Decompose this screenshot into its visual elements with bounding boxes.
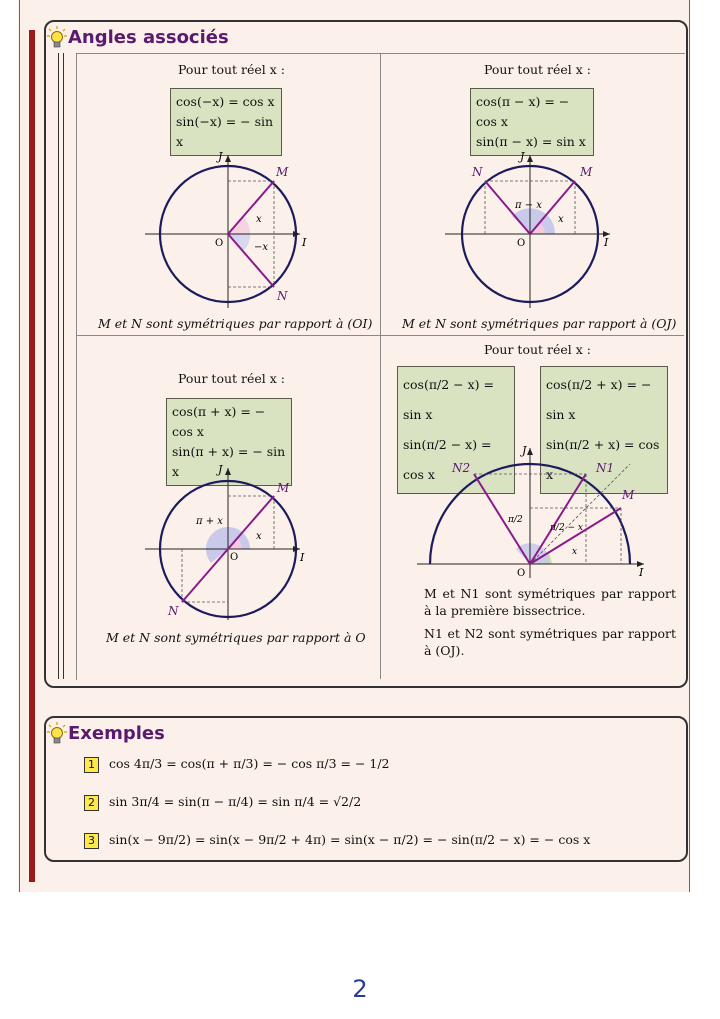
cell4-label-J: J bbox=[522, 444, 527, 457]
cell3-label-pi-plus-x: π + x bbox=[196, 516, 223, 527]
cell3-label-N: N bbox=[168, 604, 179, 618]
cell2-label-pi-minus-x: π − x bbox=[515, 200, 542, 211]
cell3-formula-cos: cos(π + x) = − cos x bbox=[172, 404, 266, 439]
cell3-label-M: M bbox=[277, 481, 290, 495]
cell2-caption: M et N sont symétriques par rapport à (OJ) bbox=[402, 316, 677, 331]
cell4-label-pi-half-minus-x: π/2 − x bbox=[550, 523, 584, 533]
cell3-label-I: I bbox=[300, 551, 305, 564]
cell4-label-M: M bbox=[622, 488, 635, 502]
cell4-label-N2: N2 bbox=[452, 461, 471, 475]
cell1-label-N: N bbox=[277, 289, 288, 303]
cell4-intro: Pour tout réel x : bbox=[484, 342, 592, 357]
example-text: sin(x − 9π/2) = sin(x − 9π/2 + 4π) = sin(x − π/2) = − sin(π/2 − x) = − cos x bbox=[108, 832, 591, 847]
cell4-formula-cos-a: cos(π/2 − x) = sin x bbox=[403, 377, 494, 422]
section-title-exemples: Exemples bbox=[68, 723, 165, 744]
cell1-label-x: x bbox=[256, 214, 262, 225]
cell3-label-J: J bbox=[218, 463, 223, 476]
page-left-border bbox=[19, 0, 20, 892]
page-right-border bbox=[689, 0, 690, 892]
cell1-label-M: M bbox=[276, 165, 289, 179]
cell3-trig-circle bbox=[140, 460, 325, 625]
cell2-label-I: I bbox=[604, 236, 609, 249]
page-number: 2 bbox=[352, 975, 368, 1003]
cell3-formula-sin: sin(π + x) = − sin x bbox=[172, 444, 286, 479]
lightbulb-icon bbox=[46, 721, 68, 747]
cell4-label-I: I bbox=[639, 566, 644, 579]
example-row bbox=[84, 794, 361, 811]
cell1-label-O: O bbox=[215, 238, 224, 249]
cell4-formula-sin-b: sin(π/2 + x) = cos x bbox=[546, 437, 660, 482]
example-number: 3 bbox=[84, 833, 99, 849]
cell3-caption: M et N sont symétriques par rapport à O bbox=[106, 630, 366, 645]
cell2-label-O: O bbox=[517, 238, 526, 249]
cell1-label-minus-x: −x bbox=[254, 242, 269, 253]
inner-rule bbox=[63, 53, 64, 679]
cell4-caption-2: N1 et N2 sont symétriques par rapport à (OJ). bbox=[424, 626, 676, 658]
example-number: 2 bbox=[84, 795, 99, 811]
grid-divider-horizontal bbox=[76, 335, 684, 336]
cell4-label-x: x bbox=[572, 547, 578, 557]
cell4-label-O: O bbox=[517, 568, 526, 579]
cell4-formula-cos-b: cos(π/2 + x) = − sin x bbox=[546, 377, 652, 422]
cell1-trig-circle bbox=[140, 140, 320, 315]
cell2-label-M: M bbox=[580, 165, 593, 179]
cell4-formula-sin-a: sin(π/2 − x) = cos x bbox=[403, 437, 492, 482]
cell4-label-N1: N1 bbox=[596, 461, 615, 475]
example-text: cos 4π/3 = cos(π + π/3) = − cos π/3 = − 1/2 bbox=[108, 756, 390, 771]
cell2-label-J: J bbox=[520, 150, 525, 163]
cell1-caption: M et N sont symétriques par rapport à (OI) bbox=[98, 316, 373, 331]
cell3-label-O: O bbox=[230, 552, 239, 563]
cell2-label-x: x bbox=[558, 214, 564, 225]
cell4-label-pi-half: π/2 bbox=[508, 515, 523, 525]
example-row bbox=[84, 832, 590, 849]
cell3-intro: Pour tout réel x : bbox=[178, 371, 286, 386]
example-text: sin 3π/4 = sin(π − π/4) = sin π/4 = √2/2 bbox=[108, 794, 362, 809]
cell1-formula-sin: sin(−x) = − sin x bbox=[176, 114, 274, 149]
lightbulb-icon bbox=[46, 25, 68, 51]
cell2-formula-sin: sin(π − x) = sin x bbox=[476, 134, 586, 149]
cell4-caption-1: M et N1 sont symétriques par rapport à la première bissectrice. bbox=[424, 586, 676, 618]
grid-divider-vertical bbox=[380, 53, 381, 679]
cell2-trig-circle bbox=[440, 140, 630, 315]
cell2-intro: Pour tout réel x : bbox=[484, 62, 592, 77]
cell1-label-I: I bbox=[302, 236, 307, 249]
cell2-label-N: N bbox=[472, 165, 483, 179]
cell1-intro: Pour tout réel x : bbox=[178, 62, 286, 77]
cell1-formula-cos: cos(−x) = cos x bbox=[176, 94, 275, 109]
cell1-label-J: J bbox=[218, 150, 223, 163]
inner-rule bbox=[58, 53, 59, 679]
section-title-angles: Angles associés bbox=[68, 27, 229, 48]
example-number: 1 bbox=[84, 757, 99, 773]
left-red-bar bbox=[29, 30, 35, 882]
cell4-trig-halfcircle bbox=[412, 442, 652, 582]
cell2-formula-cos: cos(π − x) = − cos x bbox=[476, 94, 570, 129]
example-row bbox=[84, 756, 390, 773]
cell3-label-x: x bbox=[256, 531, 262, 542]
